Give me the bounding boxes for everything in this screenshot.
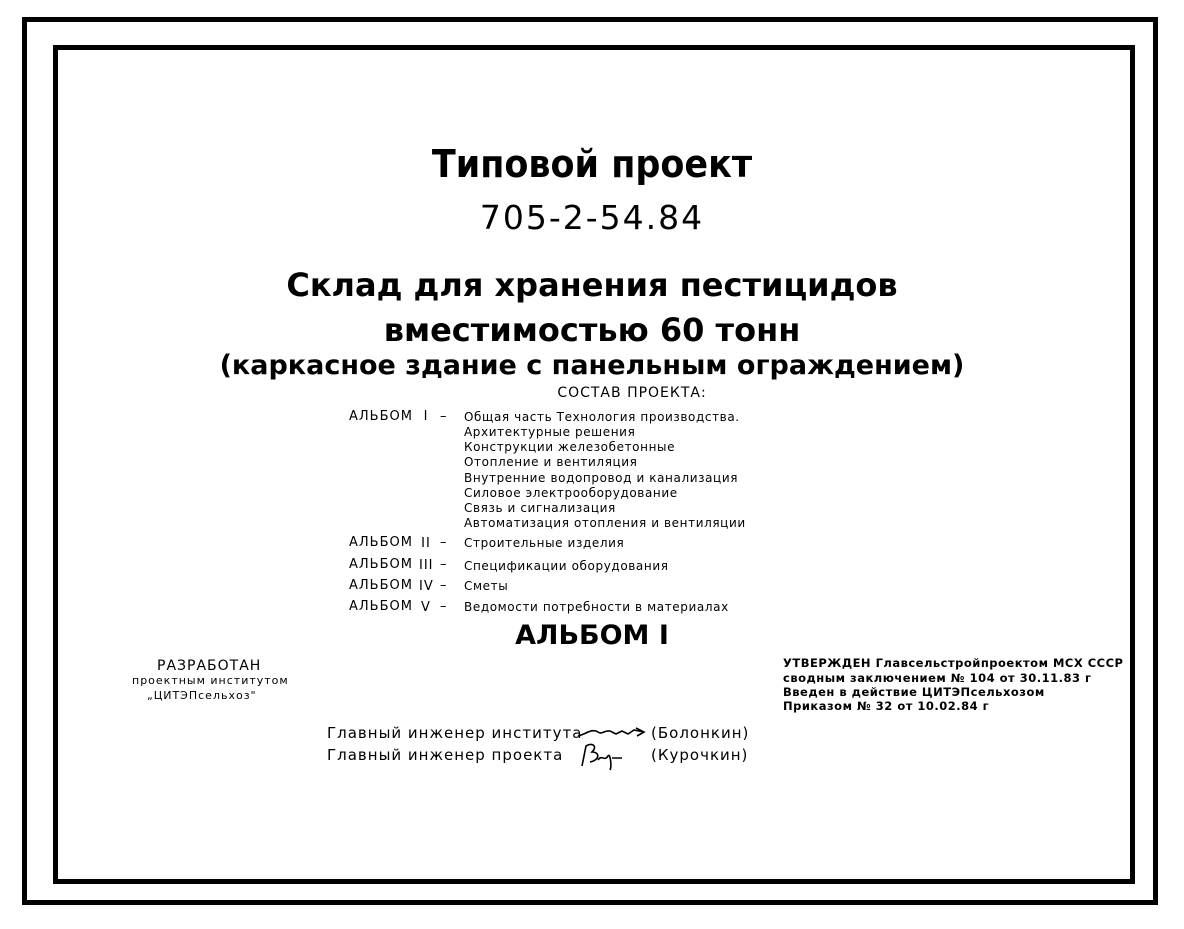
album-1-number: I bbox=[423, 409, 429, 424]
album-2-section: Строительные изделия bbox=[464, 536, 625, 550]
approved-line-3: Введен в действие ЦИТЭПсельхозом bbox=[783, 685, 1045, 699]
album-3-section: Спецификации оборудования bbox=[464, 559, 669, 573]
document-type-title: Типовой проект bbox=[431, 142, 753, 186]
album-1-section: Внутренние водопровод и канализация bbox=[464, 471, 739, 485]
approved-line-4: Приказом № 32 от 10.02.84 г bbox=[783, 699, 990, 713]
album-5-dash: – bbox=[440, 599, 448, 614]
chief-engineer-institute-role: Главный инженер института bbox=[327, 724, 583, 742]
project-name-line-1: Склад для хранения пестицидов bbox=[286, 266, 898, 304]
album-1-section: Архитектурные решения bbox=[464, 425, 636, 439]
chief-engineer-institute-name: (Болонкин) bbox=[651, 724, 750, 742]
album-2-dash: – bbox=[440, 535, 448, 550]
album-1-section: Общая часть Технология производства. bbox=[464, 410, 740, 424]
album-2-number: II bbox=[421, 536, 431, 551]
album-4-dash: – bbox=[440, 578, 448, 593]
developed-institute-line: проектным институтом bbox=[132, 674, 289, 687]
album-1-dash: – bbox=[440, 409, 448, 424]
album-1-label: АЛЬБОМ bbox=[349, 409, 413, 424]
developed-institute-name: „ЦИТЭПсельхоз" bbox=[147, 689, 257, 702]
album-4-section: Сметы bbox=[464, 579, 509, 593]
album-2-label: АЛЬБОМ bbox=[349, 535, 413, 550]
album-3-dash: – bbox=[440, 557, 448, 572]
album-5-section: Ведомости потребности в материалах bbox=[464, 600, 729, 614]
approved-line-1: УТВЕРЖДЕН Главсельстройпроектом МСХ СССР bbox=[783, 656, 1124, 670]
current-album-heading: АЛЬБОМ I bbox=[515, 620, 669, 651]
project-number: 705-2-54.84 bbox=[479, 198, 705, 237]
album-1-section: Отопление и вентиляция bbox=[464, 455, 638, 469]
album-1-section: Связь и сигнализация bbox=[464, 501, 616, 515]
album-5-number: V bbox=[421, 600, 431, 615]
album-4-label: АЛЬБОМ bbox=[349, 578, 413, 593]
album-3-number: III bbox=[419, 558, 434, 573]
developed-label: РАЗРАБОТАН bbox=[157, 658, 262, 674]
approved-line-2: сводным заключением № 104 от 30.11.83 г bbox=[783, 671, 1092, 685]
album-1-section: Конструкции железобетонные bbox=[464, 440, 676, 454]
chief-engineer-project-name: (Курочкин) bbox=[651, 746, 749, 764]
composition-heading: СОСТАВ ПРОЕКТА: bbox=[557, 385, 707, 401]
album-1-section: Силовое электрооборудование bbox=[464, 486, 678, 500]
chief-engineer-project-role: Главный инженер проекта bbox=[327, 746, 564, 764]
album-1-section: Автоматизация отопления и вентиляции bbox=[464, 516, 746, 530]
album-3-label: АЛЬБОМ bbox=[349, 557, 413, 572]
album-4-number: IV bbox=[419, 579, 434, 594]
album-5-label: АЛЬБОМ bbox=[349, 599, 413, 614]
project-name-line-2: вместимостью 60 тонн bbox=[383, 311, 801, 349]
project-name-line-3: (каркасное здание с панельным ограждением) bbox=[219, 350, 965, 381]
signature-kurochkin-icon bbox=[578, 740, 628, 772]
